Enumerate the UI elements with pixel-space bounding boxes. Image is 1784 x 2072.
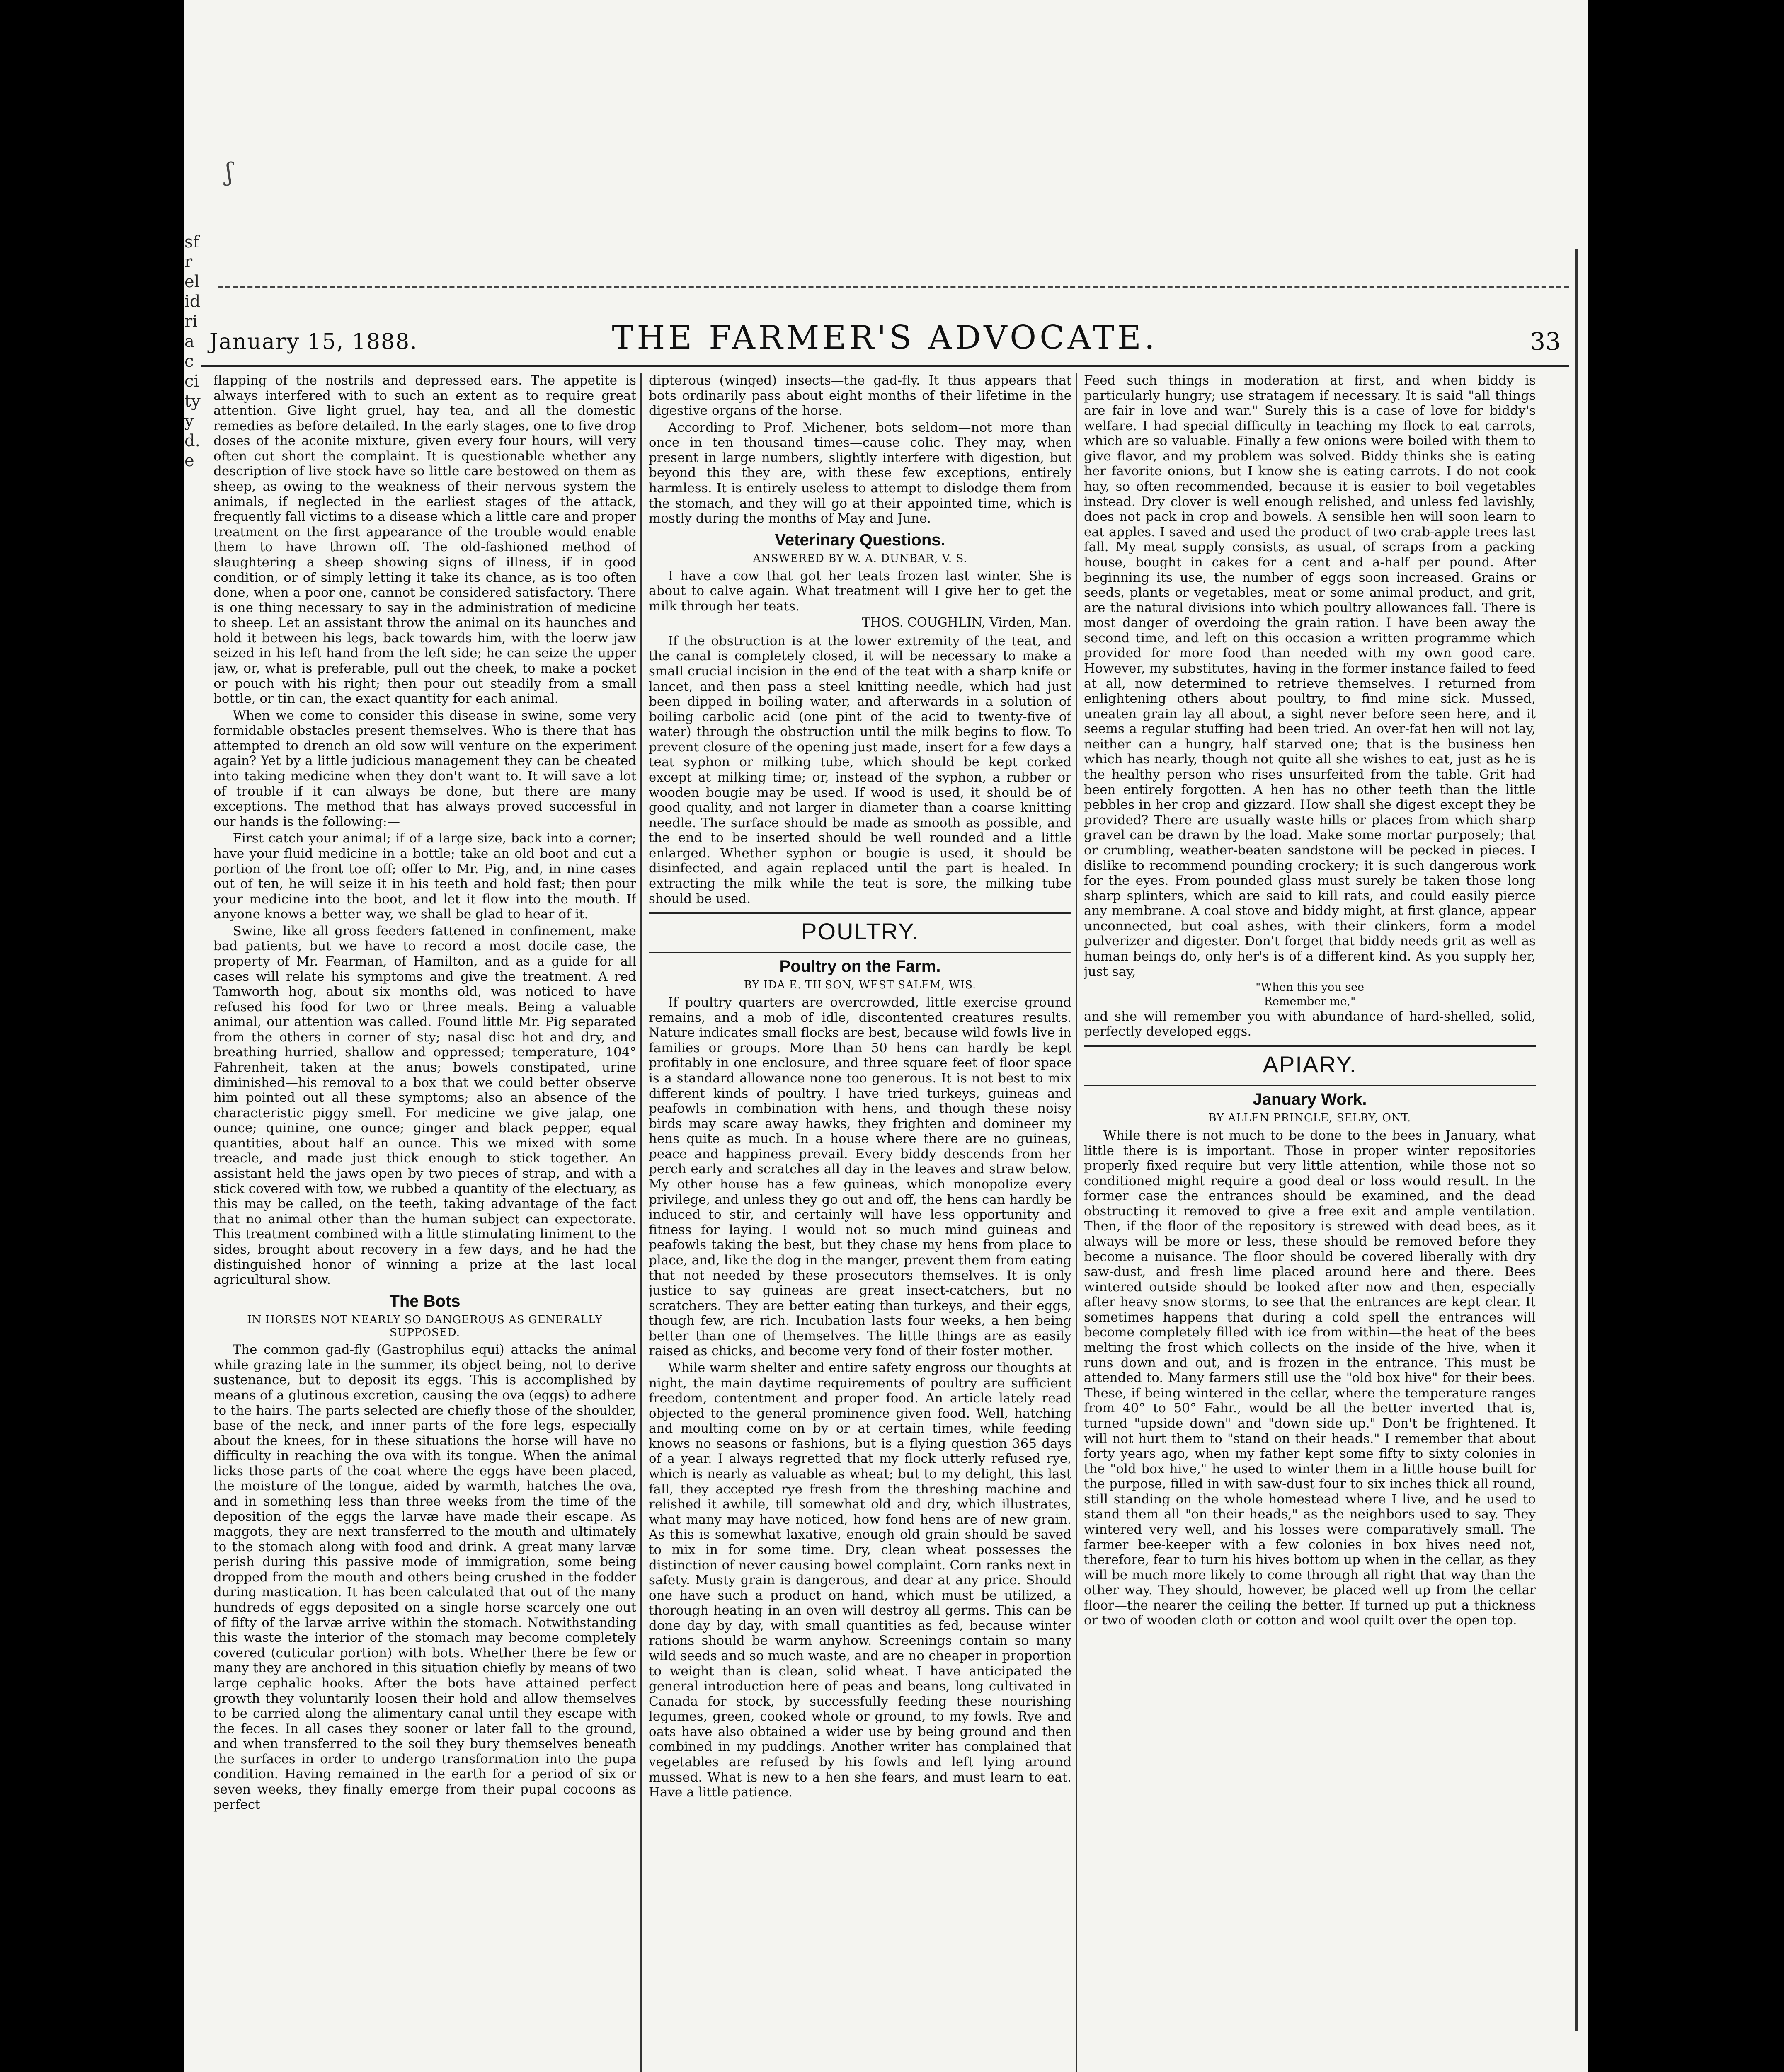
newspaper-title: THE FARMER'S ADVOCATE. [612,319,1158,356]
section-heading-poultry: POULTRY. [801,918,919,945]
paragraph: While there is not much to be done to the bees in January, what little there is is important. Those in proper winter repositories properly fixed require but very little attention, while those not so conditioned might require a good deal or loss would result. In the former case the entrances should be examined, and the dead obstructing it removed to give a free exit and ample ventilation. Then, if the floor of the repository is strewed with dead bees, as it always will be more or less, these should be removed before they become a nuisance. The floor should be covered liberally with dry saw-dust, and fresh lime placed around here and there. Bees wintered outside should be looked after now and then, especially after heavy snow storms, to see that the entrances are kept clear. It sometimes happens that during a cold spell the entrances will become completely filled with ice from within—the heat of the bees melting the frost which collects on the inside of the hive, when it runs down and out, and is frozen in the entrance. This must be attended to. Many farmers still use the "old box hive" for their bees. These, if being wintered in the cellar, where the temperature ranges from 40° to 50° Fahr., would be all the better inverted—that is, turned "upside down" and "down side up." Don't be frightened. It will not hurt them to "stand on their heads." I remember that about forty years ago, when my father kept some fifty to sixty colonies in the "old box hive," he used to winter them in a little house built for the purpose, filled in with saw-dust four to six inches thick all round, still standing on the whole homestead where I live, and he used to stand them all "on their heads," as the neighbors used to say. They wintered very well, and his losses were comparatively small. The farmer bee-keeper with a few colonies in box hives need not, therefore, fear to turn his hives bottom up when in the cellar, as they will be much more likely to come through all right that way than the other way. They should, however, be placed well up from the cellar floor—the nearer the ceiling the better. If turned up put a thickness or two of wooden cloth or cotton and wool quilt over the open top. [1084,1128,1536,1628]
paragraph: First catch your animal; if of a large size, back into a corner; have your fluid medicine in a bottle; take an old boot and cut a portion of the front toe off; offer to Mr. Pig, and, in nine cases out of ten, he will seize it in his teeth and hold fast; then pour your medicine into the boot, and let it flow into the mouth. If anyone knows a better way, we shall be glad to hear of it. [213,831,636,922]
article-subtitle: IN HORSES NOT NEARLY SO DANGEROUS AS GENERALLY SUPPOSED. [247,1313,603,1339]
paragraph: The common gad-fly (Gastrophilus equi) attacks the animal while grazing late in the summer, its object being, not to derive sustenance, but to deposit its eggs. This is accomplished by means of a glutinous excretion, causing the ova (eggs) to adhere to the hairs. The parts selected are chiefly those of the shoulder, base of the neck, and inner parts of the fore legs, especially about the knees, for in these situations the horse will have no difficulty in reaching the ova with its tongue. When the animal licks those parts of the coat where the eggs have been placed, the moisture of the tongue, aided by warmth, hatches the ova, and in something less than three weeks from the time of the deposition of the eggs the larvæ have made their escape. As maggots, they are next transferred to the mouth and ultimately to the stomach along with food and drink. A great many larvæ perish during this passive mode of immigration, some being dropped from the mouth and others being crushed in the fodder during mastication. It has been calculated that out of the many hundreds of eggs deposited on a single horse scarcely one out of fifty of the larvæ arrive within the stomach. Notwithstanding this waste the interior of the stomach may become completely covered (cuticular portion) with bots. Whether there be few or many they are anchored in this situation chiefly by means of two large cephalic hooks. After the bots have attained perfect growth they voluntarily loosen their hold and allow themselves to be carried along the alimentary canal until they escape with the feces. In all cases they sooner or later fall to the ground, and when transferred to the soil they bury themselves beneath the surfaces in order to undergo transformation into the pupa condition. Having remained in the earth for a period of six or seven weeks, they finally emerge from their pupal cocoons as perfect [213,1342,636,1812]
article-title-poultry: Poultry on the Farm. [779,957,941,976]
perforation-line [218,286,1569,288]
scan-margin-left [0,0,184,2072]
column-2 [649,373,1071,2072]
paragraph: If poultry quarters are overcrowded, little exercise ground remains, and a mob of idle, discontented creatures results. Nature indicates small flocks are best, because wild fowls live in families or groups. More than 50 hens can hardly be kept profitably in one enclosure, and three square feet of floor space is a standard allowance none too generous. It is not best to mix different kinds of poultry. I have tried turkeys, guineas and peafowls in combination with hens, and though these noisy birds may scare away hawks, they frighten and domineer my hens quite as much. In a house where there are no guineas, peace and happiness prevail. Every biddy descends from her perch early and scratches all day in the leaves and straw below. My other house has a few guineas, which monopolize every privilege, and unless they go out and off, the hens can hardly be induced to stir, and certainly will have less opportunity and fitness for laying. I would not so much mind guineas and peafowls taking the best, but they chase my hens from place to place, and, like the dog in the manger, prevent them from eating that not needed by these prosecutors themselves. It is only justice to say guineas are great insect-catchers, but no scratchers. They are better eating than turkeys, and their eggs, though few, are rich. Incubation lasts four weeks, a hen being better than one of themselves. The little things are as easily raised as chicks, and become very fond of their foster mother. [649,995,1071,1359]
article-title-bots: The Bots [389,1292,461,1310]
paragraph: According to Prof. Michener, bots seldom—not more than once in ten thousand times—cause colic. They may, when present in large numbers, slightly interfere with digestion, but beyond this they are, with these few exceptions, entirely harmless. It is entirely useless to attempt to dislodge them from the stomach, and they will go at their appointed time, which is mostly during the months of May and June. [649,420,1071,526]
byline: BY IDA E. TILSON, WEST SALEM, WIS. [744,979,977,992]
paragraph: flapping of the nostrils and depressed ears. The appetite is always interfered with to such an extent as to require great attention. Give light gruel, hay tea, and all the domestic remedies as before detailed. In the early stages, one to five drop doses of the aconite mixture, given every four hours, will very often cut short the complaint. It is questionable whether any description of live stock have so little care bestowed on them as sheep, as owing to the weakness of their nervous system the animals, if neglected in the earliest stages of the attack, frequently fall victims to a disease which a little care and proper treatment on the first appearance of the trouble would enable them to have thrown off. The old-fashioned method of slaughtering a sheep showing signs of illness, if in good condition, or of simply letting it take its chance, as is too often done, when a poor one, cannot be considered satisfactory. There is one thing necessary to say in the administration of medicine to sheep. Let an assistant throw the animal on its haunches and hold it between his legs, back towards him, with the loerw jaw seized in his left hand from the left side; he can seize the upper jaw, or, what is preferable, pull out the cheek, to make a pocket or pouch with his right; then pour out steadily from a small bottle, or tin can, the exact quantity for each animal. [213,373,636,707]
paragraph: Feed such things in moderation at first, and when biddy is particularly hungry; use stratagem if necessary. It is said "all things are fair in love and war." Surely this is a case of love for biddy's welfare. I had special difficulty in teaching my flock to eat carrots, which are so valuable. Finally a few onions were boiled with them to give flavor, and my problem was solved. Biddy thinks she is eating her favorite onions, but I know she is eating carrots. I do not cook hay, so often recommended, because it is easier to boil vegetables instead. Dry clover is well enough relished, and unless fed lavishly, does not pack in crop and bowels. A sensible hen will soon learn to eat apples. I saved and used the product of two crab-apple trees last fall. My meat supply consists, as usual, of scraps from a packing house, bought in cakes for a cent and a-half per pound. After beginning its use, the number of eggs soon increased. Grains or seeds, plants or vegetables, meat or some animal product, and grit, are the natural divisions into which poultry allowances fall. There is most danger of overdoing the grain ration. I have been away the second time, and left on this occasion a written programme which provided for more food than needed with my own good care. However, my substitutes, having in the former instance failed to feed at all, now determined to retrieve themselves. I returned from enlightening others about poultry, to find mine sick. Mussed, uneaten grain lay all about, a sight never before seen here, and it seems a regular stuffing had been tried. An over-fat hen will not lay, neither can a hungry, half starved one; that is the business hen which has nearly, though not quite all she wishes to eat, just as he is the healthy person who rises unsurfeited from the table. Grit had been entirely forgotten. A hen has no other teeth than the little pebbles in her crop and gizzard. How shall she digest except they be provided? There are usually waste hills or places from which sharp gravel can be drawn by the load. Make some mortar purposely; that or crumbling, weather-beaten sandstone will be pecked in pieces. I dislike to recommend pounding crockery; it is such dangerous work for the eyes. From pounded glass must surely be taken those long sharp splinters, which are said to kill rats, and could easily pierce any membrane. A coal stove and biddy might, at first glance, appear unconnected, but coal ashes, with their clinkers, form a model pulverizer and digester. Don't forget that biddy needs grit as well as human beings do, only her's is of a different kind. As you supply her, just say, [1084,373,1536,979]
masthead [201,319,1569,365]
section-rule [1084,1084,1536,1086]
section-rule [1084,1045,1536,1047]
section-rule [649,912,1071,914]
paragraph: and she will remember you with abundance of hard-shelled, solid, perfectly developed eggs. [1084,1009,1536,1039]
binding-edge [1575,249,1578,2031]
byline: BY ALLEN PRINGLE, SELBY, ONT. [1208,1112,1411,1125]
paragraph: Swine, like all gross feeders fattened in confinement, make bad patients, but we have to record a most docile case, the property of Mr. Fearman, of Hamilton, and as a guide for all cases will relate his symptoms and give the treatment. A red Tamworth hog, about six months old, was noticed to have refused his food for two or three meals. Being a valuable animal, our attention was called. Found little Mr. Pig separated from the others in corner of sty; nasal disc hot and dry, and breathing hurried, shallow and oppressed; temperature, 104° Fahrenheit, taken at the anus; bowels constipated, urine diminished—his removal to a box that we could better observe him pointed out all these symptoms; also an absence of the characteristic piggy smell. For medicine we give jalap, one ounce; quinine, one ounce; ginger and black pepper, equal quantities, about half an ounce. This we mixed with some treacle, and made just thick enough to stick together. An assistant held the jaws open by two pieces of strap, and with a stick covered with tow, we rubbed a quantity of the electuary, as this may be called, on the teeth, taking advantage of the fact that no animal other than the human subject can expectorate. This treatment combined with a little stimulating liniment to the sides, brought about recovery in a few days, and he had the distinguished honor of winning a prize at the last local agricultural show. [213,923,636,1288]
column-3 [1084,373,1536,2072]
section-heading-apiary: APIARY. [1263,1051,1357,1077]
previous-page-edge-text: sfrelidriaccityyd.e [184,232,201,470]
article-title-january-work: January Work. [1253,1090,1367,1109]
question-text: I have a cow that got her teats frozen last winter. She is about to calve again. What treatment will I give her to get the milk through her teats. [649,568,1071,614]
page-body [201,0,1588,2072]
stray-mark: ʃ [226,157,233,186]
column-rule [1076,373,1077,2072]
paragraph: dipterous (winged) insects—the gad-fly. It thus appears that bots ordinarily pass about eight months of their lifetime in the digestive organs of the horse. [649,373,1071,419]
column-rule [640,373,642,2072]
page-number: 33 [1530,327,1561,356]
verse-line: Remember me," [1264,995,1356,1008]
section-rule [649,951,1071,953]
byline: ANSWERED BY W. A. DUNBAR, V. S. [753,552,967,565]
header-rule [201,365,1569,367]
article-title-veterinary: Veterinary Questions. [775,530,945,549]
paragraph: While warm shelter and entire safety engross our thoughts at night, the main daytime requirements of poultry are sufficient freedom, contentment and proper food. An article lately read objected to the general prominence given food. Well, hatching and moulting come on by or at certain times, while feeding knows no seasons or fashions, but is a flying question 365 days of a year. I always regretted that my flock utterly refused rye, which is nearly as valuable as wheat; but to my delight, this last fall, they accepted rye fresh from the threshing machine and relished it awhile, till somewhat old and dry, which illustrates, what many may have noticed, how fond hens are of new grain. As this is somewhat laxative, enough old grain should be saved to mix in for some time. Dry, clean wheat possesses the distinction of never causing bowel complaint. Corn ranks next in safety. Musty grain is dangerous, and dear at any price. Should one have such a product on hand, which must be utilized, a thorough heating in an oven will destroy all germs. This can be done day by day, with small quantities as fed, because winter rations should be warm anyhow. Screenings contain so many wild seeds and so much waste, and are no cheaper in proportion to weight than is clean, solid wheat. I have anticipated the general introduction here of peas and beans, long cultivated in Canada for stock, by successfully feeding these nourishing legumes, green, cooked whole or ground, to my fowls. Rye and oats have also obtained a wider use by being ground and then combined in my puddings. Another writer has complained that vegetables are refused by his fowls and left lying around mussed. What is new to a hen she fears, and must learn to eat. Have a little patience. [649,1360,1071,1800]
question-signature: THOS. COUGHLIN, Virden, Man. [862,615,1071,630]
answer-text: If the obstruction is at the lower extremity of the teat, and the canal is completely closed, it will be necessary to make a small crucial incision in the end of the teat with a sharp knife or lancet, and then pass a steel knitting needle, which had just been dipped in boiling water, and afterwards in a solution of boiling carbolic acid (one pint of the acid to twenty-five of water) through the obstruction until the milk begins to flow. To prevent closure of the opening just made, insert for a few days a teat syphon or milking tube, which should be kept corked except at milking time; or, instead of the syphon, a rubber or wooden bougie may be used. If wood is used, it should be of good quality, and not larger in diameter than a coarse knitting needle. The surface should be made as smooth as possible, and the end to be inserted should be well rounded and a little enlarged. Whether syphon or bougie is used, it should be disinfected, and again replaced until the part is healed. In extracting the milk while the teat is sore, the milking tube should be used. [649,633,1071,906]
column-1 [213,373,636,2072]
newspaper-page [184,0,1588,2072]
issue-date: January 15, 1888. [209,329,418,354]
paragraph: When we come to consider this disease in swine, some very formidable obstacles present themselves. Who is there that has attempted to drench an old sow will venture on the experiment again? Yet by a little judicious management they can be cheated into taking medicine when they don't want to. It will save a lot of trouble if it can always be done, but there are many exceptions. The method that has always proved successful in our hands is the following:— [213,708,636,829]
verse-line: "When this you see [1255,981,1365,994]
scan-margin-right [1588,0,1784,2072]
